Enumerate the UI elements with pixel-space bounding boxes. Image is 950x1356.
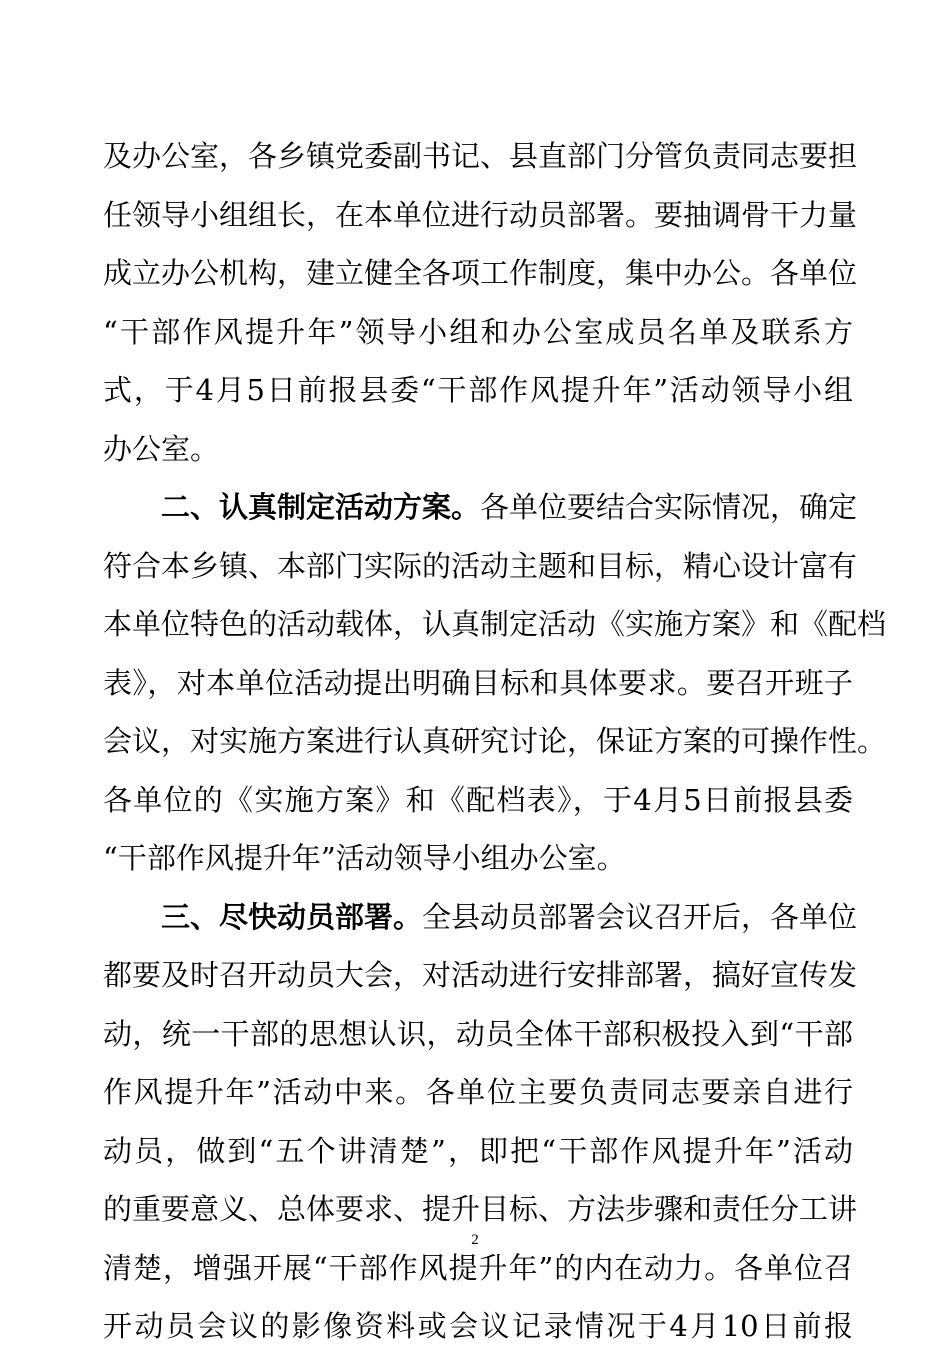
- section-heading: 三、尽快动员部署。: [161, 899, 423, 934]
- text-line: 本单位特色的活动载体，认真制定活动《实施方案》和《配档: [103, 607, 887, 641]
- text-line: 任领导小组组长，在本单位进行动员部署。要抽调骨干力量: [103, 197, 858, 232]
- text-line: 各单位的《实施方案》和《配档表》，于4月5日前报县委: [103, 782, 853, 817]
- text-line: 开动员会议的影像资料或会议记录情况于4月10日前报: [103, 1309, 853, 1343]
- text-line: 清楚，增强开展“干部作风提升年”的内在动力。各单位召: [103, 1250, 853, 1285]
- text-line: 会议，对实施方案进行认真研究讨论，保证方案的可操作性。: [103, 724, 887, 758]
- section-first-line: [103, 478, 858, 537]
- text-line: 式，于4月5日前报县委“干部作风提升年”活动领导小组: [103, 373, 853, 407]
- text-line: 办公室。: [103, 431, 220, 466]
- text-line: 都要及时召开动员大会，对活动进行安排部署，搞好宣传发: [103, 958, 858, 992]
- section-first-line: [103, 888, 858, 947]
- text-line: 动，统一干部的思想认识，动员全体干部积极投入到“干部: [103, 1016, 853, 1051]
- text-line: 的重要意义、总体要求、提升目标、方法步骤和责任分工讲: [103, 1192, 858, 1226]
- page-number: 2: [471, 1232, 479, 1248]
- text-line: “干部作风提升年”领导小组和办公室成员名单及联系方: [103, 314, 853, 349]
- document-body: [103, 127, 887, 1356]
- text-line: “干部作风提升年”活动领导小组办公室。: [103, 841, 626, 875]
- text-line: 动员，做到“五个讲清楚”，即把“干部作风提升年”活动: [103, 1133, 853, 1168]
- text-line: 及办公室，各乡镇党委副书记、县直部门分管负责同志要担: [103, 139, 858, 173]
- text-line: 符合本乡镇、本部门实际的活动主题和目标，精心设计富有: [103, 548, 858, 583]
- section-first-text: 各单位要结合实际情况，确定: [480, 490, 858, 524]
- section-heading: 二、认真制定活动方案。: [161, 490, 481, 524]
- text-line: 表》，对本单位活动提出明确目标和具体要求。要召开班子: [103, 665, 853, 700]
- text-line: 作风提升年”活动中来。各单位主要负责同志要亲自进行: [103, 1075, 853, 1109]
- section-first-text: 全县动员部署会议召开后，各单位: [422, 899, 858, 934]
- text-line: 成立办公机构，建立健全各项工作制度，集中办公。各单位: [103, 256, 858, 290]
